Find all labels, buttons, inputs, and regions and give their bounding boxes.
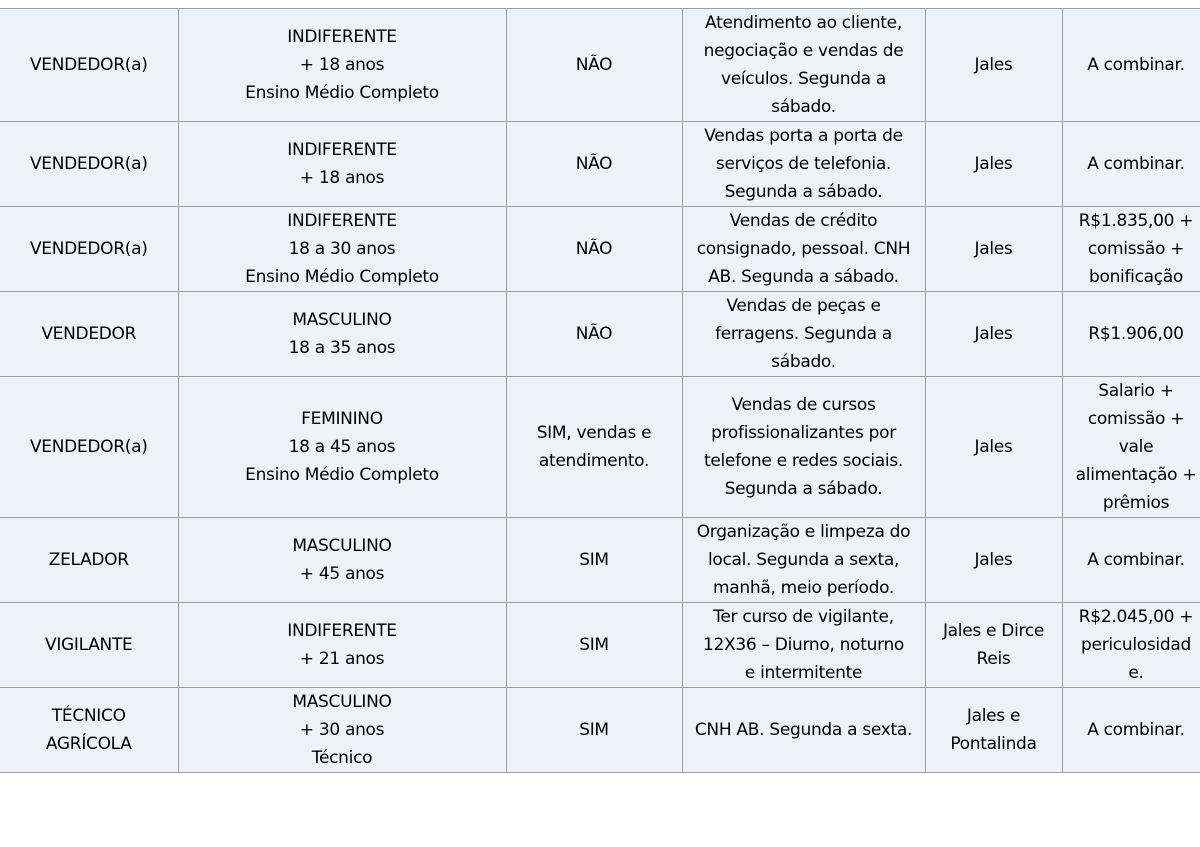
salary-cell: A combinar. bbox=[1062, 122, 1200, 207]
job-title-cell: ZELADOR bbox=[0, 518, 178, 603]
table-row bbox=[0, 207, 1200, 292]
job-title-cell: TÉCNICO AGRÍCOLA bbox=[0, 688, 178, 773]
job-title-cell: VENDEDOR(a) bbox=[0, 207, 178, 292]
city-cell: Jales bbox=[925, 207, 1062, 292]
description-cell: Atendimento ao cliente, negociação e vendas de veículos. Segunda a sábado. bbox=[682, 9, 925, 122]
experience-cell: NÃO bbox=[506, 207, 682, 292]
city-cell: Jales bbox=[925, 292, 1062, 377]
requirements-cell: INDIFERENTE + 18 anos bbox=[178, 122, 506, 207]
table-row bbox=[0, 518, 1200, 603]
job-title-cell: VENDEDOR bbox=[0, 292, 178, 377]
requirements-cell: INDIFERENTE 18 a 30 anos Ensino Médio Completo bbox=[178, 207, 506, 292]
requirements-cell: INDIFERENTE + 21 anos bbox=[178, 603, 506, 688]
table-row bbox=[0, 122, 1200, 207]
table-row bbox=[0, 377, 1200, 518]
salary-cell: A combinar. bbox=[1062, 518, 1200, 603]
description-cell: Vendas de cursos profissionalizantes por telefone e redes sociais. Segunda a sábado. bbox=[682, 377, 925, 518]
job-title-cell: VIGILANTE bbox=[0, 603, 178, 688]
experience-cell: NÃO bbox=[506, 9, 682, 122]
city-cell: Jales bbox=[925, 377, 1062, 518]
description-cell: Organização e limpeza do local. Segunda a sexta, manhã, meio período. bbox=[682, 518, 925, 603]
table-row bbox=[0, 688, 1200, 773]
city-cell: Jales bbox=[925, 122, 1062, 207]
salary-cell: R$1.906,00 bbox=[1062, 292, 1200, 377]
experience-cell: SIM, vendas e atendimento. bbox=[506, 377, 682, 518]
experience-cell: SIM bbox=[506, 688, 682, 773]
table-row bbox=[0, 603, 1200, 688]
experience-cell: SIM bbox=[506, 518, 682, 603]
description-cell: Vendas de peças e ferragens. Segunda a sábado. bbox=[682, 292, 925, 377]
requirements-cell: MASCULINO + 30 anos Técnico bbox=[178, 688, 506, 773]
job-title-cell: VENDEDOR(a) bbox=[0, 9, 178, 122]
city-cell: Jales e Pontalinda bbox=[925, 688, 1062, 773]
table-row bbox=[0, 292, 1200, 377]
description-cell: CNH AB. Segunda a sexta. bbox=[682, 688, 925, 773]
requirements-cell: INDIFERENTE + 18 anos Ensino Médio Completo bbox=[178, 9, 506, 122]
salary-cell: R$2.045,00 + periculosidad e. bbox=[1062, 603, 1200, 688]
salary-cell: A combinar. bbox=[1062, 9, 1200, 122]
salary-cell: Salario + comissão + vale alimentação + prêmios bbox=[1062, 377, 1200, 518]
job-title-cell: VENDEDOR(a) bbox=[0, 377, 178, 518]
city-cell: Jales bbox=[925, 518, 1062, 603]
job-listings-table bbox=[0, 8, 1200, 773]
experience-cell: SIM bbox=[506, 603, 682, 688]
job-title-cell: VENDEDOR(a) bbox=[0, 122, 178, 207]
experience-cell: NÃO bbox=[506, 122, 682, 207]
requirements-cell: MASCULINO + 45 anos bbox=[178, 518, 506, 603]
requirements-cell: MASCULINO 18 a 35 anos bbox=[178, 292, 506, 377]
salary-cell: R$1.835,00 + comissão + bonificação bbox=[1062, 207, 1200, 292]
city-cell: Jales e Dirce Reis bbox=[925, 603, 1062, 688]
description-cell: Vendas de crédito consignado, pessoal. CNH AB. Segunda a sábado. bbox=[682, 207, 925, 292]
description-cell: Vendas porta a porta de serviços de telefonia. Segunda a sábado. bbox=[682, 122, 925, 207]
requirements-cell: FEMININO 18 a 45 anos Ensino Médio Completo bbox=[178, 377, 506, 518]
table-row bbox=[0, 9, 1200, 122]
city-cell: Jales bbox=[925, 9, 1062, 122]
description-cell: Ter curso de vigilante, 12X36 – Diurno, noturno e intermitente bbox=[682, 603, 925, 688]
salary-cell: A combinar. bbox=[1062, 688, 1200, 773]
experience-cell: NÃO bbox=[506, 292, 682, 377]
